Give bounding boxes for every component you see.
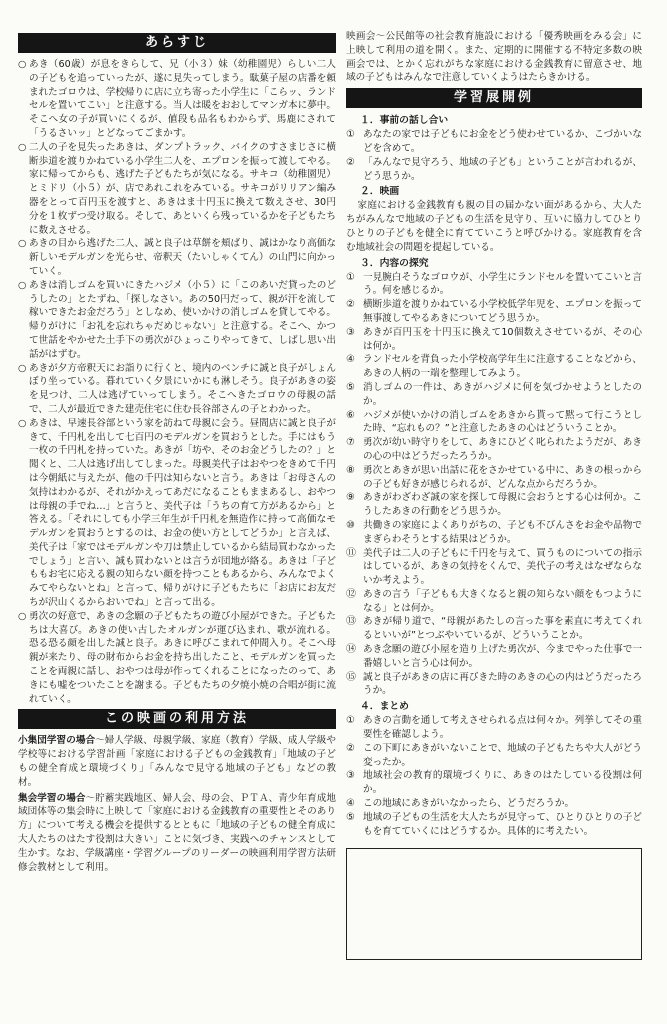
question-item: ⑥ ハジメが使いかけの消しゴムをあきから貰って黙って行こうとした時、“忘れもの？”と注意したあきの心はどういうことか。 [346, 409, 642, 435]
right-column [346, 30, 642, 1010]
synopsis-paragraph: ○ あきの目から逃げた二人、誠と良子は草餅を頬ばり、誠はかなり高価な新しいモデルガンを光らせ、帝釈天（たいしゃくてん）の山門に向かっていく。 [18, 238, 336, 277]
question-item: ⑩ 共働きの家庭によくありがちの、子ども不びんさをお金や品物でまぎらわそうとする結果はどうか。 [346, 519, 642, 545]
bullet-circle-icon: ○ [18, 417, 27, 429]
usage-item [18, 734, 336, 789]
synopsis-paragraph: ○ あきが夕方帝釈天にお詣りに行くと、境内のベンチに誠と良子がしょんぼり坐っている。暮れていく夕景にいかにも淋しそう。良子があきの姿を見つけ、二人は逃げていってしまう。そこへきたゴロウの母親の話で、二人が最近できた建売住宅に住む長谷部さんの子とわかった。 [18, 362, 336, 415]
synopsis-body [18, 58, 336, 706]
question-item: ⑧ 勇次とあきが思い出話に花をさかせている中に、あきの根っからの子ども好きが感じられるが、どんな点からだろうか。 [346, 464, 642, 490]
question-item: ④ この地域にあきがいなかったら、どうだろうか。 [346, 798, 575, 810]
question-item: ⑤ 地域の子どもの生活を大人たちが見守って、ひとりひとりの子どもを育てていくにはどうするか。具体的に考えたい。 [346, 811, 642, 837]
synopsis-paragraph: ○ あきは、早速長谷部という家を訪ねて母親に会う。昼間店に誠と良子がきて、千円札を出して七百円のモデルガンを買おうとした。手にはもう一枚の千円札を持っていた。あきが「坊や、そのお金どうしたの？」と聞くと、二人は逃げ出してしまった。母親美代子はおやつをきめて千円は今朝紙に与えたが、他の千円は知らないと言う。あきは「お母さんの気持はわかるが、それがかえってあだになることもままあるし、おやつは母親の手でね…」と言うと、美代子は「うちの育て方があるから」と答える。「それにしても小学三年生が千円札を無造作に持って高価なモデルガンを買おうとするのは、お金の使い方としてどうか」と言えば、美代子は「家ではモデルガンや刀は禁止しているから結局買わなかったでしょう」と言い、誠も買わないとは言うが団地が絡る。あきは「子どももお宅に応える親の知らない顔を持つこともあるから、みんなでよくみてやらないとね」と言って、帰りがけに子どもたちに「お店にお友だちが沢山くるからおいでね」と言って出る。 [18, 417, 336, 609]
question-item: ⑮ 誠と良子があきの店に再びきた時のあきの心の内はどうだったろうか。 [346, 671, 642, 697]
bullet-circle-icon: ○ [18, 362, 27, 374]
question-item: ② 「みんなで見守ろう、地域の子ども」ということが言われるが、どう思うか。 [346, 156, 642, 182]
memo-box [346, 848, 642, 960]
question-item: ④ ランドセルを背負った小学校高学年生に注意することなどから、あきの人柄の一端を整理してみよう。 [346, 354, 642, 380]
usage-item-head: 集会学習の場合 [18, 792, 86, 804]
section-text: 家庭における金銭教育も親の目の届かない面があるから、大人たちがみんなで地域の子どもの生活を見守り、互いに協力してひとりひとりの子どもを健全に育てていこうと呼びかける。家庭教育を含む地域社会の問題を提起している。 [346, 200, 642, 253]
section-title: １．事前の話し合い [360, 115, 449, 127]
usage-item-text: 〜貯蓄実践地区、婦人会、母の会、ＰＴＡ、青少年育成地域団体等の集会時に上映して「家庭における金銭教育の重要性とそのあり方」について考える機会を提供するとともに「地域の子どもの健全育成に大人たちのはたす役割は大きい」ことに気づき、実践へのチャンスとして生かす。なお、学級講座・学習グループのリーダーの映画利用学習方法研修会教材として利用。 [18, 792, 336, 873]
bullet-circle-icon: ○ [18, 59, 27, 70]
bullet-circle-icon: ○ [18, 141, 27, 153]
question-item: ② この下町にあきがいないことで、地域の子どもたちや大人がどう変ったか。 [346, 742, 642, 768]
synopsis-paragraph: ○ 二人の子を見失ったあきは、ダンプトラック、バイクのすさまじさに横断歩道を渡りかねている小学生二人を、エプロンを振って渡してやる。家に帰ってからも、逃げた子どもたちが気になる。サキコ（幼稚園児）とミドリ（小５）が、店であれこれをみている。サキコがリリアン編み器をとって百円玉を渡すと、あきはま十円玉に換えて数えさせ、30円分を１枚ずつ受け取る。そして、あといくら残っているかを子どもたちに数えさせる。 [18, 141, 336, 236]
usage-item [18, 792, 336, 875]
usage-item-continued [346, 30, 642, 85]
synopsis-paragraph: ○ あきは消しゴムを買いにきたハジメ（小５）に「このあいだ貸ったのどうしたの」とたずね、「探しなさい。あの50円だって、親が汗を流して稼いできたお金だろう」としなめ、使いかけの消しゴムを貸してやる。帰りがけに「お礼を忘れちゃだめじゃない」と注意する。そこへ、かつて世話をやかせた土手下の勇次がひょっこりやってきて、しばし思い出話がはずむ。 [18, 279, 336, 360]
question-item: ① あなたの家では子どもにお金をどう使わせているか、こづかいなどを含めて。 [346, 129, 642, 154]
bullet-circle-icon: ○ [18, 238, 27, 250]
question-item: ③ あきが百円玉を十円玉に換えて10個数えさせているが、その心は何か。 [346, 326, 642, 352]
question-item: ⑨ あきがわざわざ誠の家を探して母親に会おうとする心は何か。こうしたあきの行動をどう思うか。 [346, 492, 642, 518]
development-heading: 学習展開例 [346, 88, 642, 108]
question-item: ⑪ 美代子は二人の子どもに千円を与えて、買うものについての指示はしているが、あきの気持をくんで、美代子の考えはなぜならないか考えよう。 [346, 547, 642, 587]
usage-item-text: 映画会〜公民館等の社会教育施設における「優秀映画をみる会」に上映して利用の道を開く。また、定期的に開催する不特定多数の映画会では、とかく忘れがちな家庭における金銭教育に留意させ、地域の子どもはみんなで注意していくようはたらきかける。 [346, 31, 642, 84]
synopsis-paragraph: ○ あき（60歳）が息をきらして、兄（小３）妹（幼稚園児）らしい二人の子どもを追っていったが、遂に見失ってしまう。駄菓子屋の店番を頼まれたゴロウは、学校帰りに店に立ち寄った小学生に「こらッ、ランドセルを置いてこい」と注意する。当人は暖をおおしてマンガ本に夢中。そこへ女の子が買いにくるが、値段も品名もわからず、馬鹿にされて「うるさいッ」とどなってごまかす。 [18, 59, 336, 139]
question-item: ① 一見腕白そうなゴロウが、小学生にランドセルを置いてこいと言う。何を感じるか。 [346, 271, 642, 297]
question-item: ① あきの言動を通して考えさせられる点は何々か。列挙してその重要性を確認しよう。 [346, 715, 642, 741]
question-item: ② 横断歩道を渡りかねている小学校低学年児を、エプロンを振って無事渡してやるあきについてどう思うか。 [346, 299, 642, 324]
section-title: ２．映画 [360, 186, 400, 198]
question-item: ⑫ あきの言う「子どもも大きくなると親の知らない顔をもつようになる」とは何か。 [346, 588, 642, 614]
usage-item-head: 小集団学習の場合 [18, 735, 96, 747]
question-item: ⑭ あき念願の遊び小屋を造り上げた勇次が、今までやった仕事で一番嬉しいと言う心は何か。 [346, 644, 642, 669]
usage-item-text: 〜婦人学級、母親学級、家庭（教育）学級、成人学級や学校等における学習計画「家庭における子どもの金銭教育」「地域の子どもの健全育成と環境づくり」「みんなで見守る地域の子ども」などの教材。 [18, 735, 336, 788]
bullet-circle-icon: ○ [18, 279, 27, 291]
section-title: ４．まとめ [360, 701, 409, 713]
synopsis-heading: あらすじ [18, 33, 336, 53]
bullet-circle-icon: ○ [18, 610, 27, 622]
synopsis-paragraph: ○ 勇次の好意で、あきの念願の子どもたちの遊び小屋ができた。子どもたちは大喜び。あきの使い古したオルガンが運び込まれ、歌が流れる。恐る恐る顔を出した誠と良子。あきに呼びこまれて仲間入り。そこへ母親が来たり、母の財布からお金を持ち出したこと、モデルガンを買ったことを両親に話し、おやつは母が作ってくれることになったのって、あきにも嘘をついたことを謝まる。子どもたちの夕焼小焼の合唱が街に流れていく。 [18, 610, 336, 705]
left-column [18, 30, 336, 1010]
usage-heading: この映画の利用方法 [18, 709, 336, 729]
question-item: ⑦ 勇次が幼い時守りをして、あきにひどく叱られたようだが、あきの心の中はどうだったろうか。 [346, 437, 642, 462]
section-title: ３．内容の探究 [360, 257, 429, 269]
question-item: ③ 地域社会の教育的環境づくりに、あきのはたしている役割は何か。 [346, 770, 642, 796]
usage-body [18, 734, 336, 874]
question-item: ⑬ あきが帰り道で、“母親があたしの言った事を素直に考えてくれるといいが”とつぶやいているが、どういうことか。 [346, 616, 642, 642]
question-item: ⑤ 消しゴムの一件は、あきがハジメに何を気づかせようとしたのか。 [346, 381, 642, 407]
